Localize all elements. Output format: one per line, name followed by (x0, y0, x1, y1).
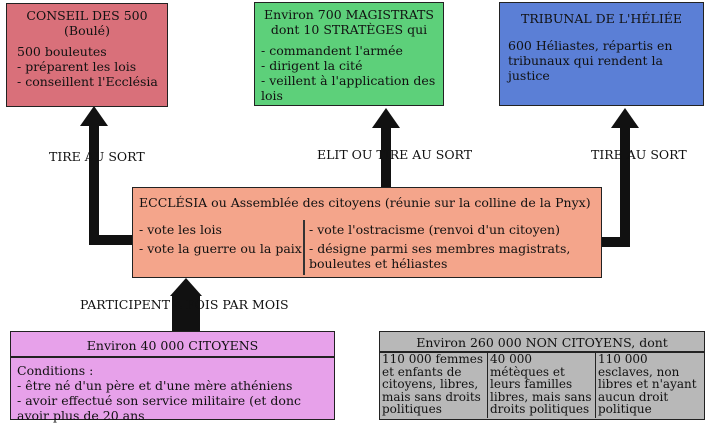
non-citoyens-cell-esclaves: 110 000 esclaves, non libres et n'ayant aucun droit politique (598, 352, 697, 416)
conseil-des-500-box (6, 3, 168, 107)
label-participent: PARTICIPENT 4 FOIS PAR MOIS (80, 297, 289, 312)
arrow-to-conseil (80, 106, 133, 245)
ecclesia-right-item: - vote l'ostracisme (renvoi d'un citoyen) (309, 222, 594, 237)
label-tire-au-sort-left: TIRE AU SORT (49, 149, 145, 164)
citoyens-separator (11, 356, 334, 358)
conseil-subtitle: (Boulé) (64, 23, 110, 38)
citoyens-item: - avoir effectué son service militaire (et donc avoir plus de 20 ans (17, 393, 328, 423)
magistrats-title: Environ 700 MAGISTRATS (264, 7, 434, 22)
tribunal-heliee-box (499, 2, 704, 106)
magistrats-item: - veillent à l'application des lois (261, 73, 439, 103)
conseil-intro: 500 bouleutes (17, 44, 107, 59)
conseil-item: - conseillent l'Ecclésia (17, 74, 167, 89)
tribunal-body: 600 Héliastes, répartis en tribunaux qui rendent la justice (508, 38, 673, 83)
conseil-item: - préparent les lois (17, 59, 167, 74)
magistrats-box (254, 2, 444, 106)
ecclesia-right-column (309, 222, 594, 271)
label-elit-ou-tire-au-sort: ELIT OU TIRE AU SORT (317, 147, 473, 162)
ecclesia-left-column (133, 222, 303, 256)
citoyens-item: - être né d'un père et d'une mère athéniens (17, 378, 328, 393)
ecclesia-left-item: - vote la guerre ou la paix (139, 241, 303, 256)
conseil-title: CONSEIL DES 500 (26, 8, 148, 23)
non-citoyens-cell-femmes: 110 000 femmes et enfants de citoyens, libres, mais sans droits politiques (380, 352, 488, 418)
ecclesia-right-item: - désigne parmi ses membres magistrats, bouleutes et héliastes (309, 241, 594, 271)
tribunal-title: TRIBUNAL DE L'HÉLIÉE (520, 11, 683, 26)
magistrats-list (261, 43, 439, 103)
ecclesia-title: ECCLÉSIA ou Assemblée des citoyens (réunie sur la colline de la Pnyx) (139, 195, 591, 210)
citoyens-conditions-label: Conditions : (17, 363, 94, 378)
arrow-to-tribunal (601, 108, 639, 247)
magistrats-item: - commandent l'armée (261, 43, 439, 58)
label-tire-au-sort-right: TIRE AU SORT (591, 147, 687, 162)
citoyens-list (17, 378, 328, 423)
ecclesia-box (132, 187, 602, 278)
non-citoyens-title: Environ 260 000 NON CITOYENS, dont (416, 335, 668, 350)
conseil-list (17, 59, 167, 89)
ecclesia-divider (303, 220, 305, 275)
magistrats-item: - dirigent la cité (261, 58, 439, 73)
magistrats-subtitle: dont 10 STRATÈGES qui (270, 22, 428, 37)
citoyens-box (10, 331, 335, 423)
non-citoyens-box (379, 331, 705, 420)
citoyens-title: Environ 40 000 CITOYENS (86, 338, 259, 353)
ecclesia-left-item: - vote les lois (139, 222, 303, 237)
non-citoyens-cell-meteques: 40 000 métèques et leurs familles libres, mais sans droits politiques (488, 352, 596, 418)
